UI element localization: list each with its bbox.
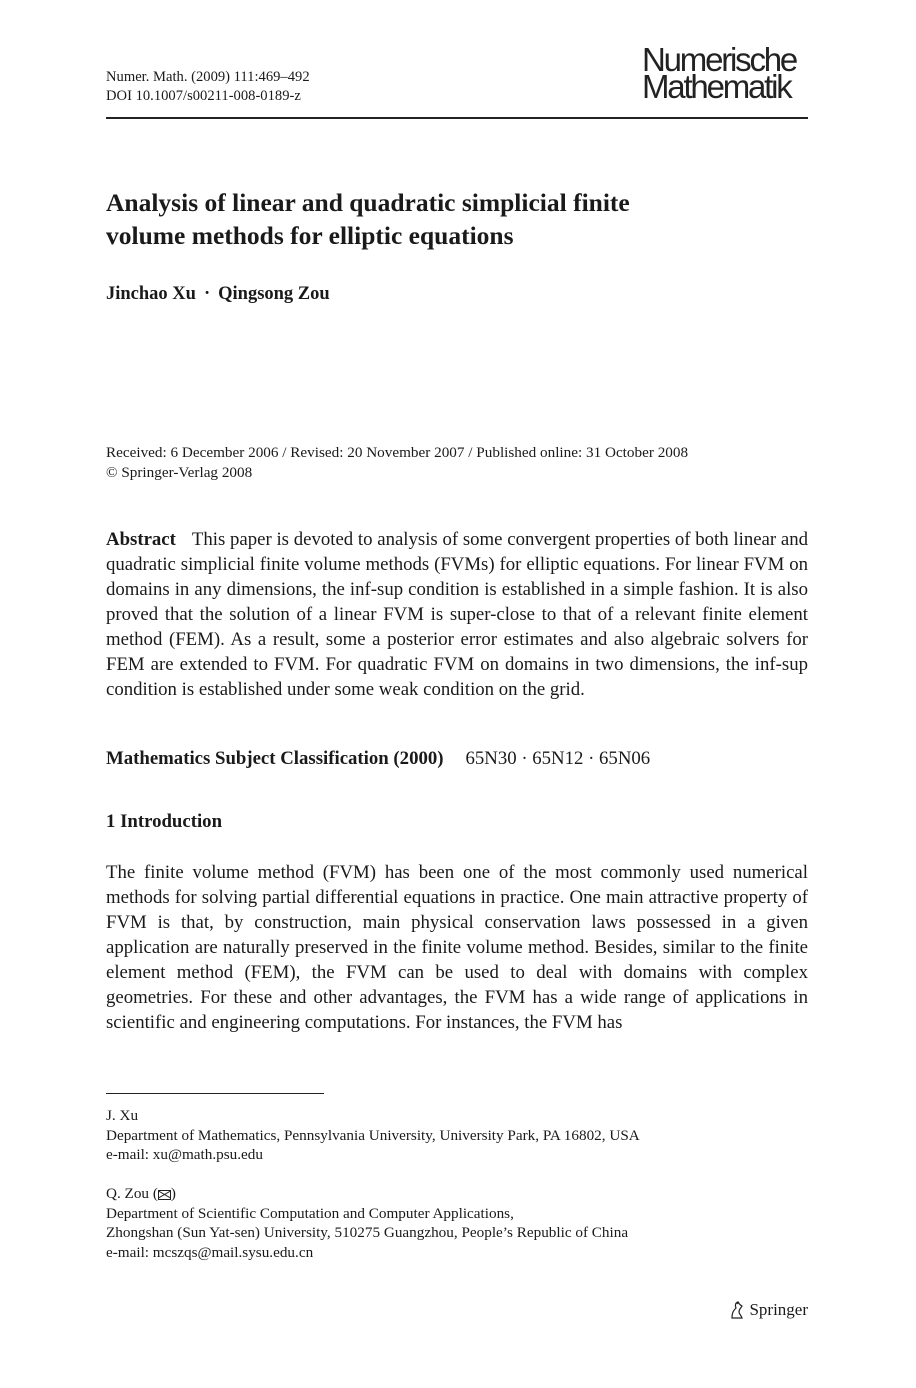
abstract-text: This paper is devoted to analysis of some convergent properties of both linear and quadratic simplicial finite volume methods (FVMs) for elliptic equations. For linear FVM on domains in any dimensions, the inf-sup condition is established in a simple fashion. It is also proved that the solution of a linear FVM is super-close to that of a relevant finite element method (FEM). As a result, some a posterior error estimates and also algebraic solvers for FEM are extended to FVM. For quadratic FVM on domains in two dimensions, the inf-sup condition is established under some weak condition on the grid.: [106, 529, 808, 700]
publication-dates: [106, 443, 808, 483]
affiliation-email[interactable]: e-mail: xu@math.psu.edu: [106, 1146, 263, 1164]
title-line-1: Analysis of linear and quadratic simplicial finite: [106, 188, 630, 217]
abstract-label: Abstract: [106, 529, 176, 550]
affiliation-name-line: [106, 1184, 808, 1204]
springer-horse-icon: [729, 1300, 745, 1320]
affiliation-dept: Department of Mathematics, Pennsylvania University, University Park, PA 16802, USA: [106, 1126, 640, 1144]
author-separator: ·: [203, 284, 211, 304]
paper-title: [106, 186, 746, 252]
msc-label: Mathematics Subject Classification (2000): [106, 748, 444, 769]
publisher-logo: [729, 1300, 808, 1320]
journal-logo: [642, 41, 812, 105]
publisher-name: Springer: [749, 1300, 808, 1319]
affiliation-name-close: ): [170, 1185, 176, 1202]
envelope-icon: [158, 1190, 171, 1200]
author-name: Jinchao Xu: [106, 284, 196, 304]
affiliation-name: J. Xu: [106, 1107, 139, 1124]
msc-codes: 65N30 · 65N12 · 65N06: [465, 748, 651, 769]
header-rule: [106, 117, 808, 119]
affiliation-univ: Zhongshan (Sun Yat-sen) University, 510275 Guangzhou, People’s Republic of China: [106, 1224, 629, 1242]
introduction-text: The finite volume method (FVM) has been one of the most commonly used numerical methods for solving partial differential equations in practice. One main attractive property of FVM is that, by construction, main physical conservation laws possessed in a given application are naturally preserved in the finite volume method. Besides, similar to the finite element method (FEM), the FVM can be used to deal with domains with complex geometries. For these and other advantages, the FVM has a wide range of applications in scientific and engineering computations. For instances, the FVM has: [106, 862, 808, 1033]
copyright-line: © Springer-Verlag 2008: [106, 464, 253, 481]
affiliation-xu: [106, 1106, 808, 1165]
author-list: [106, 284, 330, 305]
journal-logo-line2: Mathematik: [642, 68, 791, 105]
affiliation-zou: [106, 1184, 808, 1262]
msc-classification: [106, 746, 808, 771]
affiliation-name: Q. Zou (: [106, 1185, 158, 1202]
title-line-2: volume methods for elliptic equations: [106, 221, 514, 250]
affiliation-dept: Department of Scientific Computation and Computer Applications,: [106, 1204, 514, 1222]
affiliation-email[interactable]: e-mail: mcszqs@mail.sysu.edu.cn: [106, 1243, 314, 1261]
doi-line: DOI 10.1007/s00211-008-0189-z: [106, 88, 301, 104]
citation-line: Numer. Math. (2009) 111:469–492: [106, 69, 310, 85]
abstract: [106, 527, 808, 702]
footnote-rule: [106, 1093, 324, 1094]
history-line: Received: 6 December 2006 / Revised: 20 November 2007 / Published online: 31 October 2008: [106, 444, 689, 461]
author-name: Qingsong Zou: [218, 284, 330, 304]
section-heading: 1 Introduction: [106, 811, 223, 832]
journal-logo-line1: Numerische: [642, 41, 797, 78]
journal-citation: [106, 68, 310, 106]
